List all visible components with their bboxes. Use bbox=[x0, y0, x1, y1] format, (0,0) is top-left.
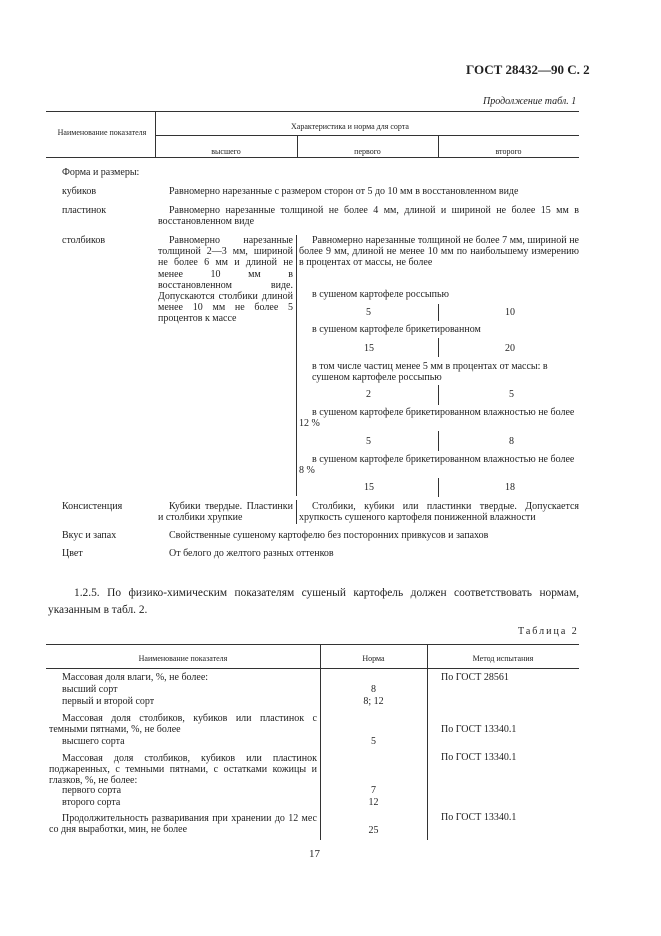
t2-r3-method: По ГОСТ 13340.1 bbox=[441, 752, 517, 763]
table2-header-name: Наименование показателя bbox=[138, 654, 228, 663]
row-columns-other-text: Равномерно нарезанные толщиной не более 7 мм, шириной не более 9 мм, длиной не менее 10 мм по наибольшему измерению в процентах от массы, не более bbox=[299, 235, 579, 269]
sub1-divider bbox=[438, 304, 439, 321]
table1-col-characteristic-header: Характеристика и норма для сорта bbox=[291, 122, 409, 131]
table2-header-method: Метод испытания bbox=[472, 654, 534, 663]
sub5-value-first: 15 bbox=[364, 482, 374, 493]
sub3-value-first: 2 bbox=[366, 389, 371, 400]
row-taste-label: Вкус и запах bbox=[62, 530, 117, 541]
table2-col-divider-2 bbox=[427, 644, 428, 840]
row-cubes-text: Равномерно нарезанные с размером сторон от 5 до 10 мм в восстановленном виде bbox=[169, 186, 519, 197]
row-color-label: Цвет bbox=[62, 548, 83, 559]
t2-r3-norm-1: 7 bbox=[371, 785, 376, 796]
sub4-divider bbox=[438, 431, 439, 451]
t2-r1-norm-2: 8; 12 bbox=[363, 696, 384, 707]
table1-header-mid-rule bbox=[155, 135, 579, 136]
t2-r2-method: По ГОСТ 13340.1 bbox=[441, 724, 517, 735]
sub4-label: в сушеном картофеле брикетированном влажностью не более 12 % bbox=[299, 407, 575, 430]
row-columns-label: столбиков bbox=[62, 235, 106, 246]
table1-col-name-header: Наименование показателя bbox=[57, 128, 147, 137]
sub3-divider bbox=[438, 385, 439, 405]
t2-r3-sub-2: второго сорта bbox=[62, 797, 121, 808]
table2-header-bottom-rule bbox=[46, 668, 579, 669]
sub2-divider bbox=[438, 338, 439, 357]
row-plates-label: пластинок bbox=[62, 205, 107, 216]
sub2-label: в сушеном картофеле брикетированном bbox=[312, 324, 481, 335]
grade-split-line bbox=[296, 235, 297, 496]
sub1-value-first: 5 bbox=[366, 307, 371, 318]
sub3-label: в том числе частиц менее 5 мм в процентах от массы: в сушеном картофеле россыпью bbox=[312, 361, 548, 384]
table1-top-rule bbox=[46, 111, 579, 112]
t2-r1-title: Массовая доля влаги, %, не более: bbox=[62, 672, 209, 683]
t2-r1-method: По ГОСТ 28561 bbox=[441, 672, 509, 683]
sub2-value-first: 15 bbox=[364, 343, 374, 354]
table1-grade-highest: высшего bbox=[211, 147, 241, 156]
t2-r3-title: Массовая доля столбиков, кубиков или пластинок поджаренных, с темными пятнами, с остатками кожицы и глазков, %, не более: bbox=[49, 753, 317, 787]
row-form-label: Форма и размеры: bbox=[62, 167, 140, 178]
table-continuation-caption: Продолжение табл. 1 bbox=[483, 96, 577, 107]
t2-r4-method: По ГОСТ 13340.1 bbox=[441, 812, 517, 823]
t2-r1-sub-1: высший сорт bbox=[62, 684, 118, 695]
sub5-value-second: 18 bbox=[505, 482, 515, 493]
t2-r4-title: Продолжительность разваривания при хранении до 12 мес со дня выработки, мин, не более bbox=[49, 813, 317, 836]
table2-top-rule bbox=[46, 644, 579, 645]
sub3-value-second: 5 bbox=[509, 389, 514, 400]
row-consistency-highest-text: Кубики твердые. Пластинки и столбики хрупкие bbox=[158, 501, 293, 524]
t2-r3-norm-2: 12 bbox=[368, 797, 379, 808]
row-plates-text: Равномерно нарезанные толщиной не более 4 мм, длиной и шириной не более 15 мм в восстановленном виде bbox=[158, 205, 579, 228]
table1-grade-first: первого bbox=[354, 147, 381, 156]
t2-r2-title: Массовая доля столбиков, кубиков или пластинок с темными пятнами, %, не более bbox=[49, 713, 317, 736]
sub4-value-second: 8 bbox=[509, 436, 514, 447]
sub1-value-second: 10 bbox=[505, 307, 515, 318]
row-cubes-label: кубиков bbox=[62, 186, 97, 197]
paragraph-1-2-5: 1.2.5. По физико-химическим показателям сушеный картофель должен соответствовать нормам, указанным в табл. 2. bbox=[48, 587, 579, 616]
table1-grade-second: второго bbox=[495, 147, 522, 156]
row-consistency-other-text: Столбики, кубики или пластинки твердые. Допускается хрупкость сушеного картофеля пониженной влажности bbox=[299, 501, 579, 524]
row-columns-highest-text: Равномерно нарезанные толщиной 2—3 мм, шириной не более 6 мм и длиной не менее 10 мм в восстановленном виде. Допускаются столбики длиной менее 10 мм не более 5 процентов к массе bbox=[158, 235, 293, 325]
row-taste-text: Свойственные сушеному картофелю без посторонних привкусов и запахов bbox=[169, 530, 489, 541]
sub5-divider bbox=[438, 478, 439, 497]
t2-r2-norm: 5 bbox=[371, 736, 376, 747]
sub2-value-second: 20 bbox=[505, 343, 515, 354]
sub1-label: в сушеном картофеле россыпью bbox=[312, 289, 449, 300]
t2-r2-sub: высшего сорта bbox=[62, 736, 125, 747]
page-number: 17 bbox=[309, 848, 320, 860]
sub4-value-first: 5 bbox=[366, 436, 371, 447]
t2-r1-norm-1: 8 bbox=[371, 684, 376, 695]
table1-header-bottom-rule bbox=[46, 157, 579, 158]
table2-header-norm: Норма bbox=[362, 654, 385, 663]
t2-r4-norm: 25 bbox=[368, 825, 379, 836]
sub5-label: в сушеном картофеле брикетированном влажностью не более 8 % bbox=[299, 454, 575, 477]
t2-r3-sub-1: первого сорта bbox=[62, 785, 122, 796]
document-reference: ГОСТ 28432—90 С. 2 bbox=[466, 62, 590, 77]
table-2-caption: Таблица 2 bbox=[518, 626, 579, 637]
consistency-split-line bbox=[296, 500, 297, 524]
t2-r1-sub-2: первый и второй сорт bbox=[62, 696, 155, 707]
row-color-text: От белого до желтого разных оттенков bbox=[169, 548, 334, 559]
row-consistency-label: Консистенция bbox=[62, 501, 123, 512]
